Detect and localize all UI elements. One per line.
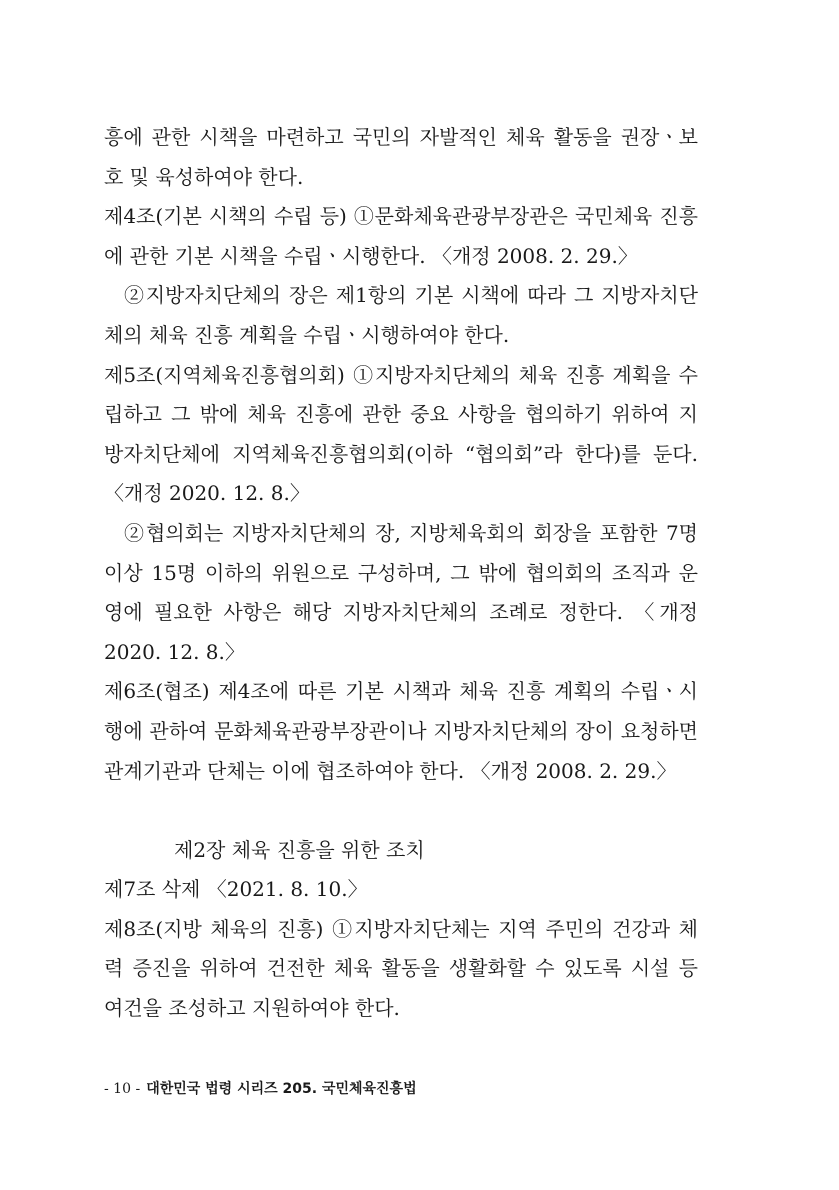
body-line: 력 증진을 위하여 건전한 체육 활동을 생활화할 수 있도록 시설 등 [104, 956, 698, 981]
body-line: 에 관한 기본 시책을 수립ㆍ시행한다. 〈개정 2008. 2. 29.〉 [104, 243, 638, 268]
body-line: 체의 체육 진흥 계획을 수립ㆍ시행하여야 한다. [104, 322, 510, 347]
amendment-note: 〈개정 2020. 12. 8.〉 [104, 481, 310, 506]
article-5-heading: 제5조(지역체육진흥협의회) ①지방자치단체의 체육 진흥 계획을 수 [104, 362, 698, 387]
body-line: 립하고 그 밖에 체육 진흥에 관한 중요 사항을 협의하기 위하여 지 [104, 402, 698, 427]
blank-line [104, 791, 698, 831]
article-6-heading: 제6조(협조) 제4조에 따른 기본 시책과 체육 진흥 계획의 수립ㆍ시 [104, 679, 698, 704]
body-line: 흥에 관한 시책을 마련하고 국민의 자발적인 체육 활동을 권장ㆍ보 [104, 125, 698, 149]
body-line: 관계기관과 단체는 이에 협조하여야 한다. 〈개정 2008. 2. 29.〉 [104, 758, 677, 783]
article-8-heading: 제8조(지방 체육의 진흥) ①지방자치단체는 지역 주민의 건강과 체 [104, 916, 698, 941]
body-line: 여건을 조성하고 지원하여야 한다. [104, 996, 400, 1021]
article-5-clause-2: ②협의회는 지방자치단체의 장, 지방체육회의 회장을 포함한 7명 [124, 520, 698, 545]
page-number: - 10 - [104, 1081, 141, 1097]
body-line: 호 및 육성하여야 한다. [104, 164, 304, 189]
chapter-2-title: 제2장 체육 진흥을 위한 조치 [174, 837, 425, 862]
page-footer [104, 1077, 417, 1101]
article-4-clause-2: ②지방자치단체의 장은 제1항의 기본 시책에 따라 그 지방자치단 [124, 283, 698, 308]
article-4-heading: 제4조(기본 시책의 수립 등) ①문화체육관광부장관은 국민체육 진흥 [104, 204, 698, 229]
body-line: 행에 관하여 문화체육관광부장관이나 지방자치단체의 장이 요청하면 [104, 718, 698, 743]
article-7-heading: 제7조 삭제 〈2021. 8. 10.〉 [104, 877, 368, 902]
series-title: 대한민국 법령 시리즈 205. 국민체육진흥법 [146, 1081, 417, 1097]
body-line: 방자치단체에 지역체육진흥협의회(이하 “협의회”라 한다)를 둔다. [104, 441, 698, 466]
amendment-note: 2020. 12. 8.〉 [104, 639, 245, 664]
body-line: 영에 필요한 사항은 해당 지방자치단체의 조례로 정한다. 〈개정 [104, 600, 698, 625]
document-body [104, 118, 698, 1029]
body-line: 이상 15명 이하의 위원으로 구성하며, 그 밖에 협의회의 조직과 운 [104, 560, 698, 585]
